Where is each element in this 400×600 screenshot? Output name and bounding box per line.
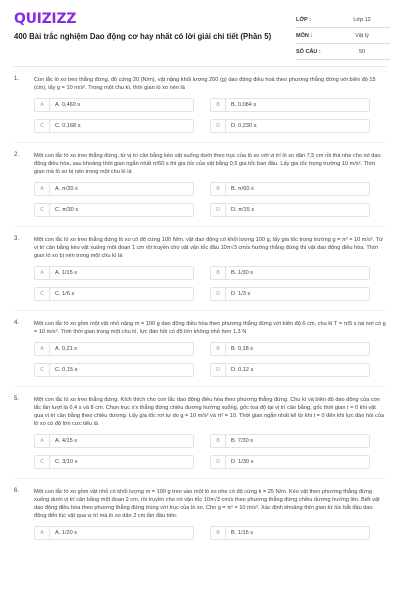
meta-label: SỐ CÂU : (296, 48, 321, 55)
option-letter: D (211, 456, 226, 468)
question-divider (14, 226, 386, 227)
option-letter: D (211, 120, 226, 132)
answer-option[interactable] (210, 455, 370, 469)
option-letter: A (35, 343, 50, 355)
answer-option[interactable] (34, 182, 194, 196)
question-1 (14, 76, 386, 133)
option-letter: B (211, 435, 226, 447)
answer-option[interactable] (34, 98, 194, 112)
header-divider (14, 66, 386, 67)
question-2 (14, 152, 386, 217)
option-text: C. 3/10 s (55, 459, 78, 465)
answer-option[interactable] (210, 119, 370, 133)
question-number: 1. (14, 76, 20, 82)
option-letter: A (35, 267, 50, 279)
option-text: A. π/20 s (55, 186, 78, 192)
answer-option[interactable] (210, 363, 370, 377)
option-text: A. 0,21 s (55, 346, 78, 352)
option-text: C. 0,168 s (55, 123, 81, 129)
answer-options (34, 434, 386, 469)
option-text: D. 1/30 s (231, 459, 254, 465)
meta-label: MÔN : (296, 32, 313, 39)
question-number: 6. (14, 488, 20, 494)
option-letter: D (211, 204, 226, 216)
answer-option[interactable] (34, 342, 194, 356)
option-letter: C (35, 120, 50, 132)
answer-option[interactable] (34, 266, 194, 280)
option-text: B. π/60 s (231, 186, 254, 192)
question-text: Một con lắc lò xo treo thẳng đứng. Kích thích cho con lắc dao động điều hòa theo phương thẳng đứng. Chu kì và biên độ dao động của con lắc lần lượt là 0,4 s và 8 cm. Chọn trục x'x thẳng đứng chiều dương hướng xuống, gốc tọa độ tại vị trí cân bằng, gốc thời gian t = 0 khi vật qua vị trí cân bằng theo chiều dương. Lấy gia tốc rơi tự do g = 10 m/s² và π² = 10. Thời gian ngắn nhất kể từ khi t = 0 đến khi lực đàn hồi của lò xo có độ lớn cực tiểu là (34, 397, 384, 427)
answer-options (34, 342, 386, 377)
option-text: A. 1/20 s (55, 530, 78, 536)
answer-option[interactable] (210, 203, 370, 217)
option-text: B. 7/30 s (231, 438, 254, 444)
option-letter: C (35, 456, 50, 468)
quizizz-logo[interactable]: QUIZIZZ (14, 11, 77, 27)
answer-option[interactable] (210, 287, 370, 301)
meta-label: LỚP : (296, 16, 311, 23)
option-text: B. 0,084 s (231, 102, 257, 108)
option-letter: D (211, 364, 226, 376)
answer-option[interactable] (34, 526, 194, 540)
answer-options (34, 98, 386, 133)
answer-option[interactable] (210, 434, 370, 448)
question-text: Một con lắc lò xo gồm một vật nhỏ nặng m = 100 g dao động điều hòa theo phương thẳng đứng với biên độ 6 cm, chu kì T = π/5 s tại nơi có g = 10 m/s². Tính thời gian trong một chu kì, lực đàn hồi có độ lớn không nhỏ hơn 1,3 N (34, 321, 386, 335)
question-text: Con lắc lò xo treo thẳng đứng, độ cứng 20 (N/m), vật nặng khối lượng 200 (g) dao động điều hoà theo phương thẳng đứng với biên độ 15 (cm), lấy g = 10 m/s². Trong một chu kì, thời gian lò xo nén là (34, 77, 376, 91)
question-text: Một con lắc lò xo gồm vật nhỏ có khối lượng m = 100 g treo vào một lò xo nhẹ có độ cứng k = 25 N/m. Kéo vật theo phương thẳng đứng xuống dưới vị trí cân bằng một đoạn 2 cm, rồi truyền cho nó vận tốc 10π√3 cm/s theo phương thẳng đứng chiều dương hướng lên. Biết vật dao động điều hòa theo phương thẳng đứng trùng với trục của lò xo. Cho g = π² = 10 m/s². Xác định khoảng thời gian từ lúc bắt đầu dao động đến lúc vật qua vị trí mà lò xo dãn 2 cm lần đầu tiên. (34, 489, 380, 519)
option-text: C. 0,15 s (55, 367, 78, 373)
question-6 (14, 488, 386, 540)
answer-option[interactable] (210, 526, 370, 540)
answer-option[interactable] (210, 182, 370, 196)
meta-row-count (296, 44, 390, 60)
option-letter: B (211, 343, 226, 355)
meta-value: Lớp 12 (353, 16, 371, 23)
question-text: Một con lắc lò xo treo thẳng đứng, từ vị trí cân bằng kéo vật xuống dưới theo trục của lò xo với vị trí lò xo dãn 7,5 cm rồi thả nhẹ cho nó dao động điều hòa, sau khoảng thời gian ngắn nhất π/60 s thì gia tốc của vật bằng 0,5 gia tốc ban đầu. Lấy gia tốc trọng trường 10 m/s². Thời gian mà lò xo bị nén trong một chu kì là (34, 153, 381, 175)
option-text: D. 1/3 s (231, 291, 251, 297)
answer-option[interactable] (34, 455, 194, 469)
header (0, 0, 400, 62)
option-letter: B (211, 183, 226, 195)
answer-option[interactable] (210, 98, 370, 112)
option-letter: A (35, 99, 50, 111)
option-text: D. 0,230 s (231, 123, 257, 129)
option-letter: B (211, 527, 226, 539)
option-text: D. 0,12 s (231, 367, 254, 373)
question-number: 3. (14, 236, 20, 242)
option-text: C. π/30 s (55, 207, 79, 213)
page-title: 400 Bài trắc nghiệm Dao động cơ hay nhất có lời giải chi tiết (Phần 5) (14, 32, 272, 41)
answer-option[interactable] (210, 266, 370, 280)
option-letter: C (35, 288, 50, 300)
answer-option[interactable] (34, 434, 194, 448)
answer-option[interactable] (210, 342, 370, 356)
option-letter: D (211, 288, 226, 300)
option-text: A. 0,460 s (55, 102, 81, 108)
option-letter: A (35, 435, 50, 447)
option-text: B. 1/30 s (231, 270, 254, 276)
question-3 (14, 236, 386, 301)
option-letter: B (211, 267, 226, 279)
question-divider (14, 478, 386, 479)
option-letter: C (35, 364, 50, 376)
question-4 (14, 320, 386, 377)
option-letter: A (35, 183, 50, 195)
option-text: B. 0,18 s (231, 346, 254, 352)
answer-option[interactable] (34, 119, 194, 133)
question-divider (14, 142, 386, 143)
option-text: C. 1/6 s (55, 291, 75, 297)
answer-option[interactable] (34, 203, 194, 217)
answer-options (34, 266, 386, 301)
option-letter: B (211, 99, 226, 111)
option-text: A. 1/15 s (55, 270, 78, 276)
answer-options (34, 182, 386, 217)
option-letter: A (35, 527, 50, 539)
option-text: D. π/15 s (231, 207, 255, 213)
question-text: Một con lắc lò xo treo thẳng đứng lò xo có độ cứng 100 N/m, vật dao động có khối lượng 100 g, lấy gia tốc trọng trường g = π² = 10 m/s². Từ vị trí cân bằng kéo vật xuống một đoạn 1 cm rồi truyền cho vật vận tốc đầu 10π√3 cm/s hướng thẳng đứng thì vật dao động điều hòa. Thời gian lò xo bị nén trong một chu kì là (34, 237, 383, 259)
question-number: 2. (14, 152, 20, 158)
question-number: 5. (14, 396, 20, 402)
option-text: B. 1/15 s (231, 530, 254, 536)
question-number: 4. (14, 320, 20, 326)
answer-option[interactable] (34, 363, 194, 377)
meta-value: Vật lý (355, 32, 369, 39)
meta-row-class (296, 12, 390, 28)
meta-row-subject (296, 28, 390, 44)
option-text: A. 4/15 s (55, 438, 78, 444)
meta-box (296, 12, 390, 60)
question-divider (14, 386, 386, 387)
question-divider (14, 310, 386, 311)
meta-value: 50 (358, 48, 366, 55)
answer-option[interactable] (34, 287, 194, 301)
question-list (0, 76, 400, 540)
question-5 (14, 396, 386, 469)
answer-options (34, 526, 386, 540)
option-letter: C (35, 204, 50, 216)
